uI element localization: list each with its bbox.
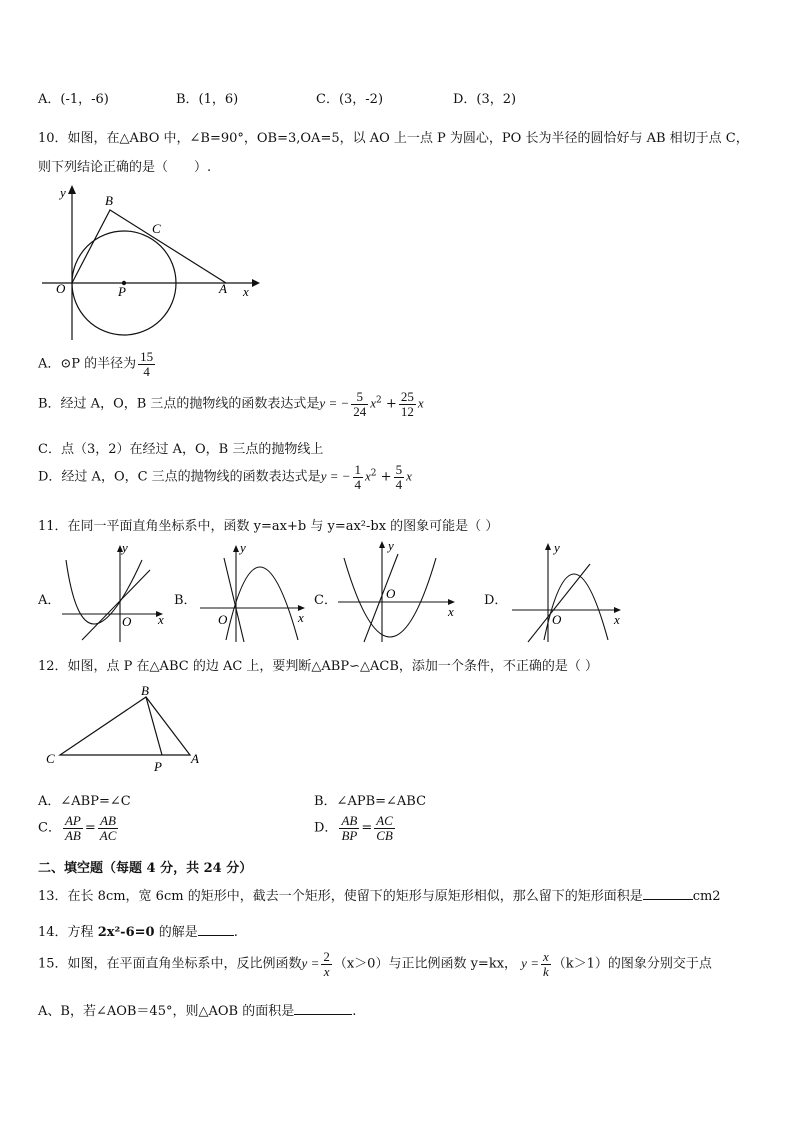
q10-option-d-frac1-num: 1	[354, 462, 362, 477]
q10-label-o: O	[56, 281, 66, 296]
q11c-label-x: x	[448, 604, 454, 619]
q12-option-c-frac1	[63, 814, 83, 842]
q11-label-a: A．	[38, 593, 61, 608]
q10-option-a-fraction	[138, 350, 155, 378]
q15-f1-den: x	[323, 963, 330, 979]
q10-option-b-frac1-num: 5	[351, 390, 368, 405]
q15-f2-y: y =	[521, 955, 539, 971]
q13-unit: cm2	[692, 889, 721, 904]
q10-x-arrow	[252, 279, 260, 287]
q12-label-p: P	[154, 759, 162, 774]
q11c-label-y: y	[388, 538, 394, 553]
q10-option-c: C．点（3，2）在经过 A，O，B 三点的抛物线上	[38, 442, 324, 457]
q10-option-b-x: x	[417, 395, 424, 411]
q10-option-d-y: y = −	[320, 468, 351, 484]
q10-option-a-num: 15	[140, 349, 154, 364]
q12-option-d-frac2	[374, 814, 395, 842]
q10-stem-line1: 10．如图，在△ABO 中，∠B=90°，OB=3,OA=5，以 AO 上一点 P 为圆心，PO 长为半径的圆恰好与 AB 相切于点 C，	[38, 131, 749, 146]
q12-option-b: B．∠APB=∠ABC	[314, 794, 427, 809]
q10-stem-line2: 则下列结论正确的是（ ）.	[38, 160, 212, 175]
q12-option-a: A．∠ABP=∠C	[38, 794, 131, 809]
q12-option-d-frac1-num: AB	[341, 813, 358, 828]
q11-label-c: C．	[314, 593, 337, 608]
q12-option-d-frac1-den: BP	[341, 827, 358, 843]
q15-mid1: （x＞0）与正比例函数 y=kx，	[333, 956, 518, 972]
q15-f1-num: 2	[323, 949, 330, 964]
q13	[38, 885, 721, 904]
q15-line2-text: A、B，若∠AOB＝45°，则△AOB 的面积是	[38, 1004, 295, 1019]
q15-line1	[38, 950, 712, 978]
q11-graph-b	[198, 540, 310, 644]
q10-option-b-frac2	[399, 390, 416, 418]
q10-option-d-frac2	[394, 463, 405, 491]
q10-option-b-plus: +	[385, 396, 397, 412]
q15-mid2: （k＞1）的图象分别交于点	[552, 956, 712, 972]
q12-segment-bp	[146, 697, 162, 755]
q11c-label-o: O	[386, 586, 396, 601]
q11-graph-c	[336, 536, 460, 644]
q10-y-arrow	[68, 185, 76, 194]
q10-option-d-frac2-den: 4	[395, 476, 403, 492]
q10-option-a	[38, 350, 157, 378]
q12-option-c-label: C．	[38, 820, 61, 836]
q10-option-d-x2: x	[365, 468, 371, 484]
q9-option-a: A．(-1，-6)	[38, 92, 109, 107]
q15-f2-frac	[541, 950, 551, 978]
q10-option-d: D．经过 A，O，C 三点的抛物线的函数表达式是y = − $\frac{1}{4}$ $x^2$ + $\frac{5}{4}$ x	[38, 462, 412, 492]
q12-figure	[40, 683, 210, 775]
q11a-label-x: x	[158, 612, 164, 627]
q10-option-b-frac1	[351, 390, 368, 418]
q10-option-d-frac2-num: 5	[395, 462, 403, 477]
q11a-label-o: O	[122, 614, 132, 629]
q11b-y-arrow	[233, 545, 239, 552]
q11b-line	[224, 558, 244, 642]
q11-label-b: B．	[174, 593, 197, 608]
q15-f1-y: y =	[301, 955, 320, 971]
q12-triangle-abc	[60, 697, 190, 755]
q11-graph-d	[510, 538, 626, 644]
q11d-parabola	[544, 574, 608, 640]
q11b-label-y: y	[240, 540, 246, 555]
q10-option-b-frac2-num: 25	[400, 389, 414, 404]
q12-option-c-frac2	[98, 814, 119, 842]
q12-option-c-eq: =	[84, 820, 96, 836]
q10-label-p: P	[118, 284, 126, 299]
q10-label-a: A	[219, 281, 227, 296]
q12-option-c-frac2-num: AB	[98, 814, 119, 829]
q12-option-c-frac1-den: AB	[64, 827, 81, 843]
section-heading-fill-in: 二、填空题（每题 4 分，共 24 分）	[38, 861, 253, 876]
q15-answer-blank[interactable]	[294, 1014, 352, 1015]
q10-option-b-text: B．经过 A，O，B 三点的抛物线的函数表达式是	[38, 396, 320, 412]
q12-label-a: A	[191, 751, 199, 766]
q10-option-d-x: x	[406, 468, 412, 484]
q11b-label-o: O	[218, 612, 228, 627]
q9-option-b: B．(1，6)	[176, 92, 239, 107]
q10-label-b: B	[105, 193, 113, 208]
q10-option-b-y: y = −	[319, 395, 350, 411]
q10-option-d-frac1-den: 4	[354, 476, 362, 492]
q12-option-d-label: D．	[314, 820, 338, 836]
q10-figure	[38, 180, 268, 345]
q12-option-d-frac2-num: AC	[376, 813, 393, 828]
q14-end: .	[233, 925, 238, 940]
q11d-label-y: y	[554, 540, 560, 555]
q12-option-c	[38, 814, 120, 842]
q12-option-d-eq: =	[361, 820, 373, 836]
q11a-line	[82, 570, 150, 640]
q15-f2-den: k	[542, 963, 549, 979]
q10-option-a-den: 4	[143, 363, 150, 379]
q11-graph-a	[60, 540, 172, 644]
q15-end: .	[352, 1004, 357, 1019]
q13-text: 13．在长 8cm，宽 6cm 的矩形中，截去一个矩形，使留下的矩形与原矩形相似，那么留下的矩形面积是	[38, 889, 643, 904]
q10-label-y: y	[60, 185, 66, 200]
q9-option-c: C．(3，-2)	[316, 92, 384, 107]
q11-stem: 11．在同一平面直角坐标系中，函数 y=ax+b 与 y=ax²-bx 的图象可能是（ ）	[38, 519, 499, 534]
q11d-label-o: O	[552, 612, 562, 627]
q10-option-d-text: D．经过 A，O，C 三点的抛物线的函数表达式是	[38, 469, 321, 485]
q12-option-d	[314, 814, 397, 842]
q15-f1-frac	[321, 950, 332, 978]
q11b-parabola	[226, 567, 298, 640]
q12-stem: 12．如图，点 P 在△ABC 的边 AC 上，要判断△ABP∽△ACB，添加一个条件，不正确的是（ ）	[38, 659, 599, 674]
q12-option-d-frac2-den: CB	[376, 827, 393, 843]
q15-f2-num: x	[542, 949, 549, 964]
q14-prefix: 14．方程	[38, 925, 94, 940]
q10-option-b-frac2-den: 12	[400, 403, 414, 419]
q15-prefix: 15．如图，在平面直角坐标系中，反比例函数	[38, 956, 302, 972]
q13-answer-blank[interactable]	[643, 899, 693, 900]
q10-option-a-text: A．⊙P 的半径为	[38, 356, 137, 372]
q15-line2	[38, 1000, 356, 1019]
q12-option-d-frac1	[339, 814, 359, 842]
q10-option-d-frac1	[353, 463, 364, 491]
q11d-line	[528, 564, 590, 642]
q11d-y-arrow	[545, 543, 551, 550]
q14-mid: 的解是	[158, 925, 198, 940]
q14-answer-blank[interactable]	[198, 935, 234, 936]
q11a-label-y: y	[122, 540, 128, 555]
q12-option-c-frac2-den: AC	[99, 827, 117, 843]
q12-option-c-frac1-num: AP	[64, 813, 81, 828]
q12-label-c: C	[46, 751, 55, 766]
q11-label-d: D．	[484, 593, 508, 608]
q12-label-b: B	[141, 683, 149, 698]
q9-option-d: D．(3，2)	[453, 92, 517, 107]
q10-option-b-frac1-den: 24	[353, 403, 367, 419]
q10-option-b-x2: x	[370, 395, 377, 411]
q10-label-x: x	[243, 284, 249, 299]
q11d-label-x: x	[614, 612, 620, 627]
q14	[38, 921, 238, 940]
q10-triangle-abo	[72, 210, 226, 283]
q10-option-b: B．经过 A，O，B 三点的抛物线的函数表达式是y = − $\frac{5}{24}$ $x^2$ + $\frac{25}{12}$ x	[38, 389, 424, 419]
q11b-label-x: x	[298, 610, 304, 625]
q11c-y-arrow	[379, 541, 385, 548]
q10-option-d-plus: +	[380, 469, 392, 485]
q14-equation: 2x²-6=0	[97, 925, 155, 940]
q10-label-c: C	[152, 221, 161, 236]
